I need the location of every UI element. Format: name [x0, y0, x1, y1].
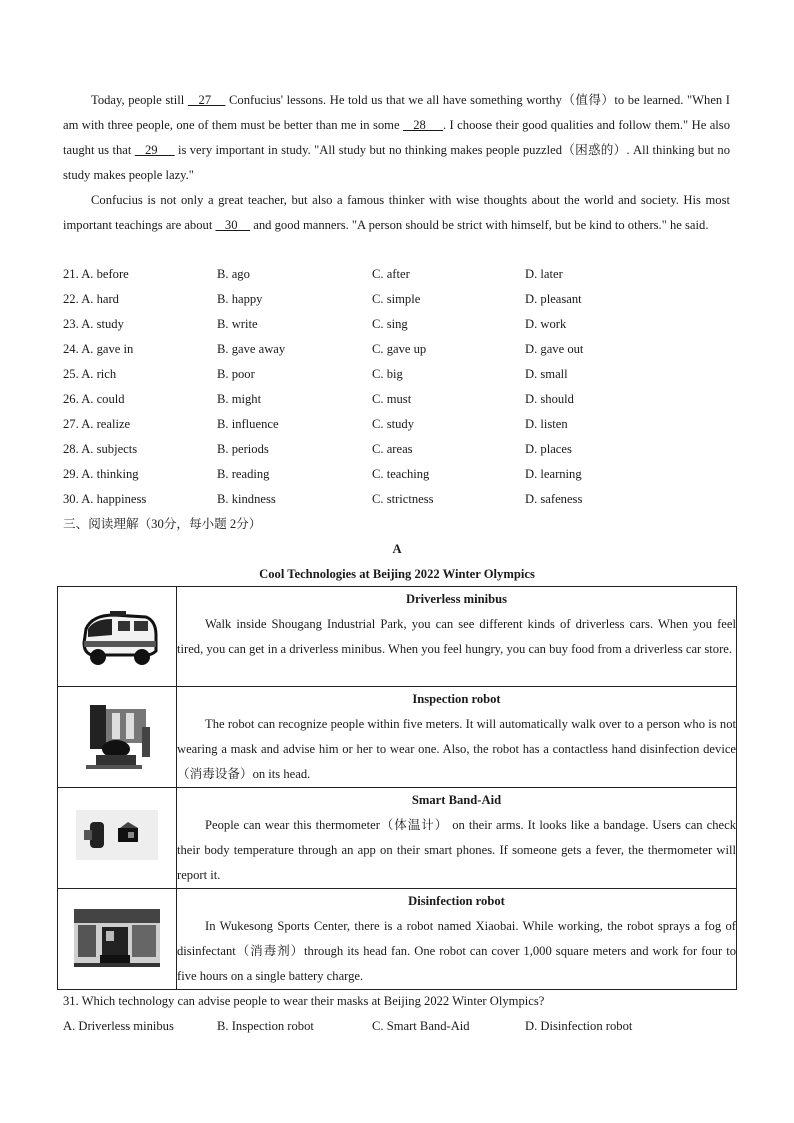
- option-c: C. study: [372, 417, 414, 431]
- option-d: D. learning: [525, 467, 582, 481]
- text: Confucius is not only a great teacher, but also a famous thinker with wise thoughts about the world and society. His most important teachings are about: [63, 193, 730, 232]
- option-d: D. places: [525, 442, 572, 456]
- option-d: D. safeness: [525, 492, 583, 506]
- row-body: People can wear this thermometer（体温计） on their arms. It looks like a bandage. Users can check their body temperature through an app on their smart phones. If someone gets a fever, the thermometer will report it.: [177, 818, 736, 882]
- inspection-robot-icon: [72, 699, 162, 774]
- row-body: Walk inside Shougang Industrial Park, you can see different kinds of driverless cars. When you feel tired, you can get in a driverless minibus. When you feel hungry, you can buy food from a driverless car store.: [177, 617, 736, 656]
- option-b: B. gave away: [217, 342, 286, 356]
- option-b: B. poor: [217, 367, 255, 381]
- option-row-28: [63, 437, 743, 462]
- passage-letter: A: [392, 542, 402, 556]
- thermometer-band-icon: [72, 800, 162, 875]
- option-d: D. should: [525, 392, 574, 406]
- text: Today, people still: [91, 93, 188, 107]
- option-d: D. gave out: [525, 342, 584, 356]
- table-row: [58, 687, 737, 788]
- text-cell: [177, 889, 737, 990]
- option-a: 25. A. rich: [63, 367, 117, 381]
- option-row-23: [63, 312, 743, 337]
- blank-28: 28: [402, 118, 443, 132]
- option-row-26: [63, 387, 743, 412]
- row-body: The robot can recognize people within five meters. It will automatically walk over to a person who is not wearing a mask and advise him or her to wear one. Also, the robot has a contactless hand disinfection device（消毒设备）on its head.: [177, 717, 736, 781]
- table-row: [58, 587, 737, 687]
- table-row: [58, 788, 737, 889]
- question-31-stem: [63, 989, 743, 1014]
- option-a: A. Driverless minibus: [63, 1019, 174, 1033]
- disinfection-robot-icon: [72, 901, 162, 976]
- option-d: D. listen: [525, 417, 568, 431]
- row-title: Inspection robot: [412, 692, 501, 706]
- option-b: B. influence: [217, 417, 279, 431]
- text-cell: [177, 687, 737, 788]
- option-row-30: [63, 487, 743, 512]
- passage-heading: Cool Technologies at Beijing 2022 Winter Olympics: [259, 567, 535, 581]
- option-b: B. reading: [217, 467, 270, 481]
- blank-30: 30: [215, 218, 251, 232]
- row-title: Disinfection robot: [408, 894, 505, 908]
- option-b: B. Inspection robot: [217, 1019, 314, 1033]
- option-b: B. happy: [217, 292, 263, 306]
- image-cell: [58, 587, 177, 687]
- text: . I choose their good qualities and follow them." He also taught us that: [63, 118, 730, 157]
- row-title: Driverless minibus: [405, 592, 508, 606]
- option-b: B. periods: [217, 442, 269, 456]
- option-a: 26. A. could: [63, 392, 125, 406]
- option-row-22: [63, 287, 743, 312]
- blank-27: 27: [187, 93, 226, 107]
- image-cell: [58, 889, 177, 990]
- blank-29: 29: [134, 143, 175, 157]
- technology-table: [57, 586, 737, 990]
- option-row-21: [63, 262, 743, 287]
- option-a: 24. A. gave in: [63, 342, 134, 356]
- text-cell: [177, 788, 737, 889]
- minibus-icon: [72, 599, 162, 674]
- option-c: C. after: [372, 267, 410, 281]
- option-d: D. work: [525, 317, 567, 331]
- option-c: C. gave up: [372, 342, 427, 356]
- option-d: D. Disinfection robot: [525, 1019, 633, 1033]
- option-b: B. might: [217, 392, 262, 406]
- option-c: C. sing: [372, 317, 408, 331]
- option-a: 23. A. study: [63, 317, 124, 331]
- option-a: 28. A. subjects: [63, 442, 138, 456]
- row-title: Smart Band-Aid: [411, 793, 502, 807]
- option-d: D. later: [525, 267, 563, 281]
- text: and good manners. "A person should be strict with himself, but be kind to others." he said.: [250, 218, 709, 232]
- text-cell: [177, 587, 737, 687]
- question-text: 31. Which technology can advise people to wear their masks at Beijing 2022 Winter Olympics?: [63, 994, 545, 1008]
- option-a: 22. A. hard: [63, 292, 119, 306]
- option-row-29: [63, 462, 743, 487]
- table-row: [58, 889, 737, 990]
- section-title: 三、阅读理解（30分，每小题 2分）: [63, 517, 262, 531]
- text: Confucius' lessons. He told us that we all have something worthy（值得）to be learned. "When I am with three people, one of them must be better than me in some: [63, 93, 730, 132]
- option-b: B. ago: [217, 267, 250, 281]
- option-d: D. pleasant: [525, 292, 582, 306]
- passage-paragraph-2: [63, 188, 730, 238]
- option-a: 21. A. before: [63, 267, 129, 281]
- row-body: In Wukesong Sports Center, there is a robot named Xiaobai. While working, the robot sprays a fog of disinfectant（消毒剂）through its head fan. One robot can cover 1,000 square meters and work for four to five hours on a single battery charge.: [177, 919, 736, 983]
- option-c: C. simple: [372, 292, 421, 306]
- passage-paragraph-1: [63, 88, 730, 188]
- text: is very important in study. "All study but no thinking makes people puzzled（困惑的）. All thinking but no study makes people lazy.": [63, 143, 730, 182]
- option-row-25: [63, 362, 743, 387]
- option-c: C. Smart Band-Aid: [372, 1019, 470, 1033]
- option-a: 30. A. happiness: [63, 492, 147, 506]
- option-b: B. kindness: [217, 492, 276, 506]
- option-c: C. areas: [372, 442, 413, 456]
- option-c: C. teaching: [372, 467, 430, 481]
- option-d: D. small: [525, 367, 568, 381]
- question-31-options: [63, 1014, 743, 1039]
- option-a: 29. A. thinking: [63, 467, 139, 481]
- option-a: 27. A. realize: [63, 417, 131, 431]
- option-c: C. must: [372, 392, 412, 406]
- option-row-27: [63, 412, 743, 437]
- option-b: B. write: [217, 317, 258, 331]
- option-row-24: [63, 337, 743, 362]
- image-cell: [58, 687, 177, 788]
- image-cell: [58, 788, 177, 889]
- option-c: C. big: [372, 367, 403, 381]
- option-c: C. strictness: [372, 492, 434, 506]
